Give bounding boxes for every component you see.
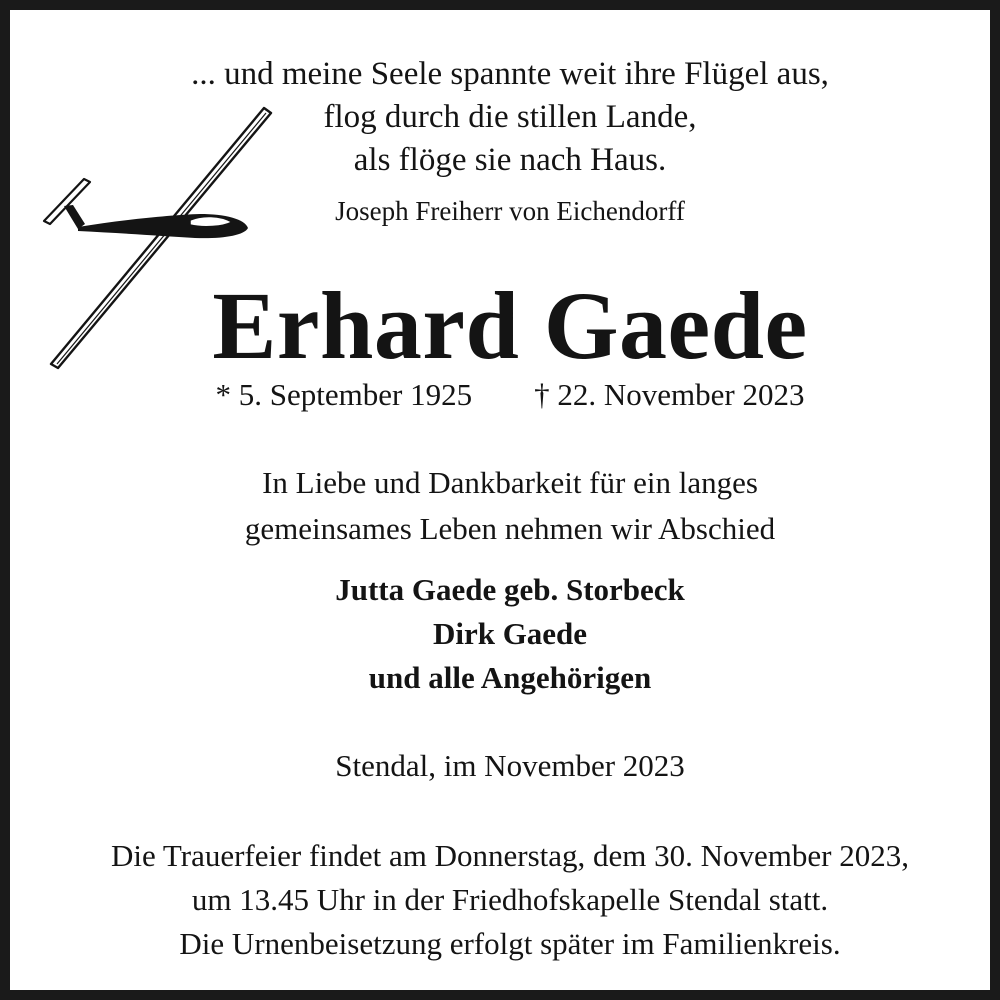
poem-line: ... und meine Seele spannte weit ihre Flügel aus,: [191, 56, 829, 92]
poem-line: als flöge sie nach Haus.: [353, 142, 667, 178]
birth-date: * 5. September 1925: [215, 377, 473, 412]
place-date: Stendal, im November 2023: [335, 748, 685, 783]
service-line: Die Trauerfeier findet am Donnerstag, dem 30. November 2023,: [110, 838, 910, 873]
farewell-line: gemeinsames Leben nehmen wir Abschied: [244, 511, 776, 546]
mourner-name: Dirk Gaede: [432, 616, 588, 651]
poem-author: Joseph Freiherr von Eichendorff: [335, 196, 685, 226]
farewell-line: In Liebe und Dankbarkeit für ein langes: [262, 465, 758, 500]
deceased-name: Erhard Gaede: [212, 272, 808, 379]
mourner-name: Jutta Gaede geb. Storbeck: [335, 572, 685, 607]
service-line: Die Urnenbeisetzung erfolgt später im Familienkreis.: [179, 926, 841, 961]
poem-line: flog durch die stillen Lande,: [323, 99, 697, 135]
death-date: † 22. November 2023: [534, 377, 805, 412]
service-line: um 13.45 Uhr in der Friedhofskapelle Stendal statt.: [191, 882, 829, 917]
life-dates: [20, 379, 1000, 410]
mourner-name: und alle Angehörigen: [368, 660, 652, 695]
